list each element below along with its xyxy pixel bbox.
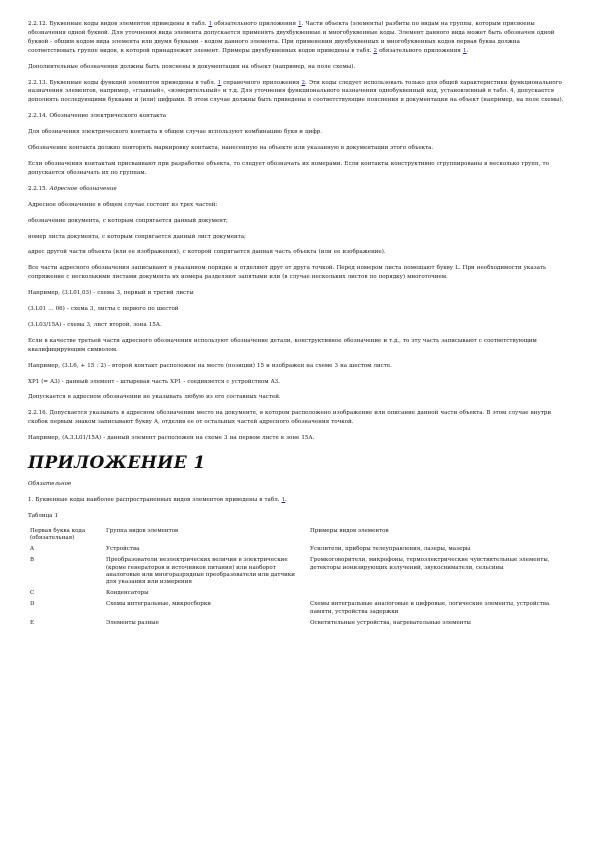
text-span: 2.2.12. Буквенные коды видов элементов приведены в табл. [28, 21, 209, 27]
table-cell: Схемы интегральные аналоговые и цифровые, логические элементы, устройства памяти, устройства задержки [310, 601, 550, 615]
example-2: (3.L01 ... 06) - схема 3, листы с первого по шестой [28, 306, 179, 313]
table-row [28, 619, 568, 630]
table-row [28, 545, 568, 556]
table-cell: B [30, 557, 35, 564]
paragraph-2-2-12 [28, 20, 568, 56]
link-table-1-appendix[interactable]: 1 [281, 497, 286, 503]
table-cell: Элементы разные [106, 619, 159, 626]
appendix-intro [28, 496, 568, 505]
example-5: XP1 (= A3) - данный элемент - штыревая часть XP1 - соединяется с устройством A3. [28, 378, 280, 385]
paragraph-2-2-14-heading: 2.2.14. Обозначение электрического контакта [28, 113, 167, 120]
table-row [28, 600, 568, 618]
table-header-cell: Примеры видов элементов [310, 527, 389, 534]
text-span: 2.2.13. Буквенные коды функций элементов приведены в табл. [28, 79, 218, 86]
paragraph-address-2: обозначение документа, с которым сопрягается данный документ; [28, 217, 228, 224]
appendix-title: ПРИЛОЖЕНИЕ 1 [28, 453, 206, 474]
paragraph-address-7: Допускается в адресном обозначении не указывать любую из его составных частей. [28, 394, 281, 401]
text-span: Адресное обозначение [49, 185, 117, 192]
table-row [28, 589, 568, 600]
link-appendix-1[interactable]: 1 [298, 21, 302, 27]
text-span: . [285, 497, 287, 503]
table-row [28, 556, 568, 589]
table-cell: Осветительные устройства, нагревательные элементы [310, 619, 471, 626]
paragraph-contact-3: Если обозначения контактам присваивают при разработке объекта, то следует обозначать их номерами. Если контакты конструктивно сгруппированы в несколько групп, то допускается обозначать их по группам. [28, 160, 549, 176]
text-span: обязательного приложения [212, 21, 299, 27]
example-1: Например, (3.L01,03) - схема 3, первый и третий листы [28, 290, 194, 297]
paragraph-extra-designations: Дополнительные обозначения должны быть пояснены в документации на объект (например, на поле схемы). [28, 63, 356, 70]
table-cell: C [30, 590, 35, 597]
table-header-cell: Первая буква кода (обязательная) [30, 527, 86, 542]
paragraph-2-2-13 [28, 79, 568, 106]
table-cell: Усилители, приборы телеуправления, лазеры, мазеры [310, 546, 471, 553]
link-table-2[interactable]: 2 [373, 47, 378, 54]
paragraph-address-1: Адресное обозначение в общем случае состоит из трех частей: [28, 201, 218, 208]
text-span: . Эти коды следует использовать только для общей характеристики функционального назначения элементов, например, «главный», «измерительный» и т.д. Для уточнения функционального назначения однобуквенный код, установленный в табл. 4, допускается дополнять последующими буквами и (или) цифрами. В этом случае должны быть приведены в соответствующие пояснения в документации на объект (например, на поле схемы). [28, 79, 564, 104]
table-caption: Таблица 1 [28, 512, 59, 519]
link-table-1[interactable]: 1 [208, 21, 213, 27]
paragraph-2-2-15-heading [28, 185, 568, 194]
text-span: обязательного приложения [377, 47, 463, 54]
paragraph-contact-1: Для обозначения электрического контакта в общем случае используют комбинацию букв и цифр. [28, 129, 322, 136]
table-cell: D [30, 601, 35, 608]
table-header-cell: Группа видов элементов [106, 527, 179, 534]
paragraph-contact-2: Обозначение контакта должно повторять маркировку контакта, нанесенную на объекте или указанную в документации этого объекта. [28, 145, 434, 152]
table-cell: Схемы интегральные, микросборки [106, 601, 211, 608]
paragraph-2-2-16: 2.2.16. Допускается указывать в адресном обозначении место на документе, в котором расположено изображение или описание данной части объекта. В этом случае внутри скобок первым знаком записывают букву A, отделив ее от остальных частей адресного обозначения точкой. [28, 410, 552, 426]
example-3: (3.L03/15A) - схема 3, лист второй, зона 15А. [28, 321, 162, 328]
paragraph-address-6: Если в качестве третьей части адресного обозначения используют обозначение детали, конструктивное обозначение и т.д., то эту часть записывают с соответствующим квалифицирующим символом. [28, 337, 537, 353]
text-span: . Части объекта (элементы) разбиты по видам на группы, которым присвоены обозначения одной буквой. Для уточнения вида элемента допускается применять двухбуквенные и многобуквенные коды. Элемент данного вида может быть обозначен одной буквой - общим кодом вида элемента или двумя буквами - кодом данного элемента. При применении двухбуквенных и многобуквенных кодов первая буква должна соответствовать группе видов, к которой принадлежит элемент. Примеры двухбуквенных кодов приведены в табл. [28, 21, 555, 54]
example-6: Например, (A.3.L01/15A) - данный элемент расположен на схеме 3 на первом листе в зоне 15А. [28, 435, 315, 442]
text-span: справочного приложения [221, 79, 302, 86]
paragraph-address-3: номер листа документа, с которым сопрягается данный лист документа; [28, 233, 246, 240]
table-cell: A [30, 546, 35, 553]
paragraph-address-5: Все части адресного обозначения записывают в указанном порядке и отделяют друг от друга точкой. Перед номером листа помещают букву L. При необходимости указать сопряжение с несколькими листами документа их номера разделяют запятыми или (в случае нескольких листов по порядку) многоточием. [28, 265, 547, 281]
example-4: Например, (3.L6, + 15 : 2) - второй контакт расположен на месте (позиции) 15 и изображен на схеме 3 на шестом листе. [28, 362, 392, 369]
link-appendix-1b[interactable]: 1 [462, 47, 467, 54]
table-cell: Громкоговорители, микрофоны, термоэлектрические чувствительные элементы, детекторы ионизирующих излучений, звукосниматели, сельсины [310, 557, 550, 571]
table-cell: Преобразователи неэлектрических величин в электрические (кроме генераторов и источников питания) или наоборот аналоговые или многоразрядные преобразователи или датчики для указания или измерения [106, 557, 295, 586]
table-cell: E [30, 619, 35, 626]
element-codes-table [28, 527, 568, 630]
link-appendix-2[interactable]: 2 [301, 79, 306, 86]
document-page [28, 20, 568, 630]
text-span: . [466, 47, 469, 54]
table-header-row [28, 527, 568, 545]
link-table-4[interactable]: 1 [217, 79, 222, 86]
paragraph-address-4: адрес другой части объекта (или ее изображения), с которой сопрягается данная часть объекта (или ее изображение). [28, 249, 386, 256]
appendix-subtitle [28, 480, 568, 489]
table-cell [308, 589, 568, 600]
table-cell: Устройства [106, 546, 140, 553]
text-span: 1. Буквенные коды наиболее распространенных видов элементов приведены в табл. [28, 497, 282, 503]
text-span: Обязательное [28, 481, 72, 488]
table-cell: Конденсаторы [106, 590, 149, 597]
text-span: 2.2.15. [28, 185, 50, 192]
